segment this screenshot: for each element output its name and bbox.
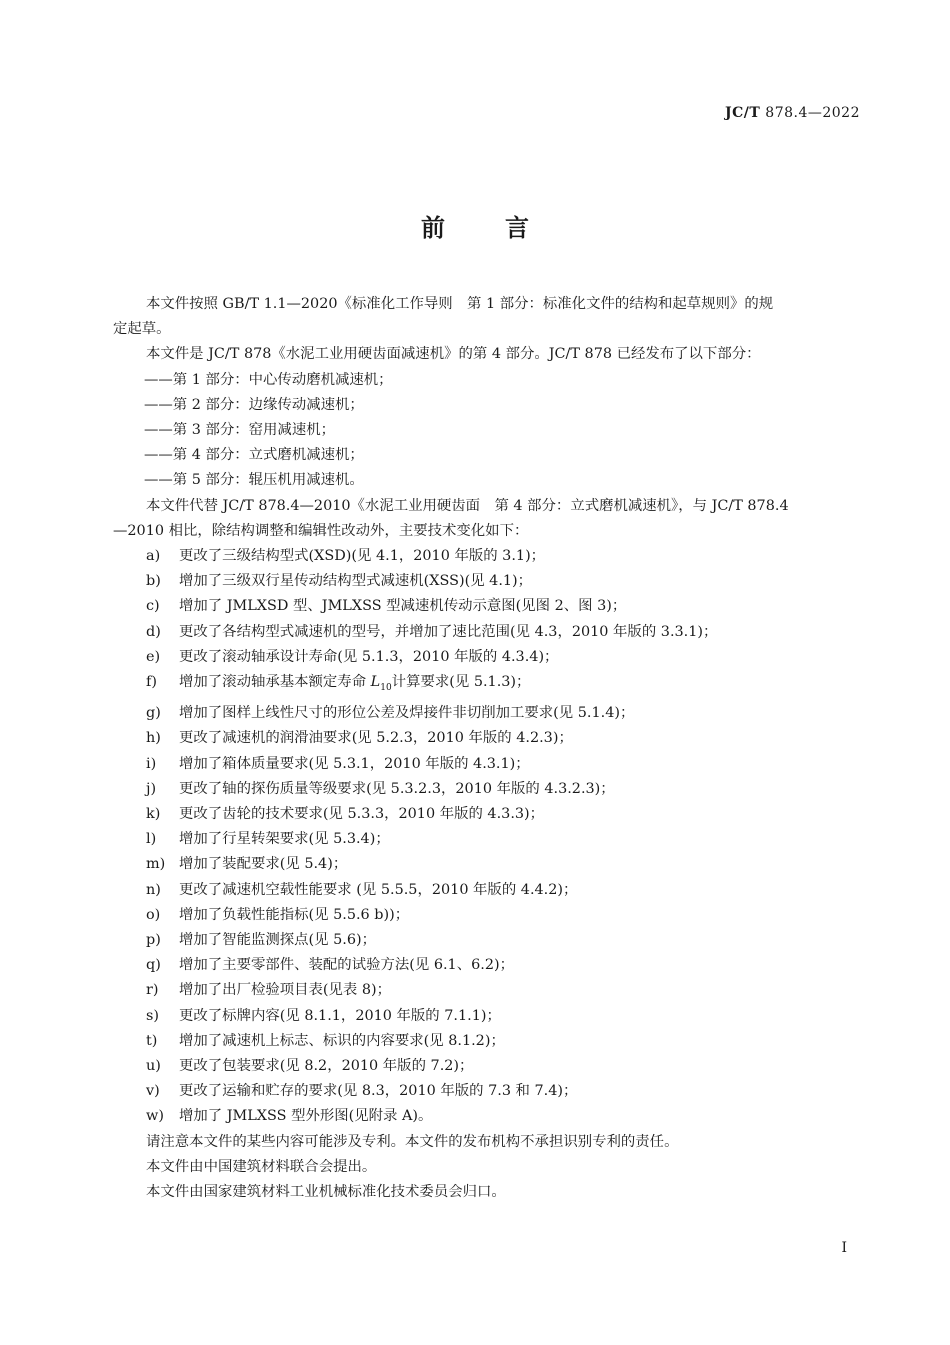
change-text: 增加了减速机上标志、标识的内容要求(见 8.1.2)；	[179, 1032, 505, 1049]
change-text	[179, 670, 530, 701]
change-text: 增加了负载性能指标(见 5.5.6 b))；	[179, 906, 410, 923]
part-list-item: ——第 3 部分：窑用减速机；	[144, 422, 335, 439]
change-text: 增加了箱体质量要求(见 5.3.1，2010 年版的 4.3.1)；	[179, 755, 530, 772]
change-list-item	[113, 726, 863, 751]
change-list-item	[113, 928, 863, 953]
page-number: I	[841, 1240, 847, 1256]
change-label: t)	[146, 1032, 158, 1049]
change-label: u)	[146, 1057, 161, 1074]
change-list-item	[113, 903, 863, 928]
change-label: d)	[146, 623, 161, 640]
paragraph-patent-notice: 请注意本文件的某些内容可能涉及专利。本文件的发布机构不承担识别专利的责任。	[146, 1133, 679, 1150]
standard-code	[725, 105, 860, 121]
part-list-item: ——第 2 部分：边缘传动减速机；	[144, 396, 364, 413]
paragraph-drafting-rules: 本文件按照 GB/T 1.1—2020《标准化工作导则 第 1 部分：标准化文件的结构和起草规则》的规	[146, 296, 774, 312]
change-list-item	[113, 1004, 863, 1029]
life-symbol-subscript: 10	[380, 682, 392, 693]
paragraph-replacement-cont: —2010 相比，除结构调整和编辑性改动外，主要技术变化如下：	[113, 522, 529, 539]
change-label: n)	[146, 881, 161, 898]
paragraph-proposed-by: 本文件由中国建筑材料联合会提出。	[146, 1158, 377, 1175]
change-list-item	[113, 594, 863, 619]
document-body	[113, 292, 863, 1205]
change-text: 增加了 JMLXSS 型外形图(见附录 A)。	[179, 1108, 433, 1125]
page-title: 前言	[421, 213, 589, 242]
change-text: 增加了三级双行星传动结构型式减速机(XSS)(见 4.1)；	[179, 573, 533, 590]
change-text-before: 增加了滚动轴承基本额定寿命	[179, 674, 371, 691]
change-label: b)	[146, 573, 161, 590]
part-list-item: ——第 4 部分：立式磨机减速机；	[144, 447, 364, 464]
change-label: s)	[146, 1007, 159, 1024]
change-label: k)	[146, 805, 161, 822]
standard-code-number: 878.4—2022	[765, 105, 860, 121]
change-label: h)	[146, 730, 161, 747]
paragraph-drafting-rules-cont: 定起草。	[113, 321, 171, 338]
paragraph-replacement: 本文件代替 JC/T 878.4—2010《水泥工业用硬齿面 第 4 部分：立式磨机减速机》，与 JC/T 878.4	[146, 497, 789, 514]
paragraph-part-info: 本文件是 JC/T 878《水泥工业用硬齿面减速机》的第 4 部分。JC/T 878 已经发布了以下部分：	[146, 346, 761, 363]
change-label: a)	[146, 548, 161, 565]
change-label: l)	[146, 831, 157, 848]
change-label: v)	[146, 1083, 160, 1100]
change-label: r)	[146, 982, 159, 999]
change-text: 增加了主要零部件、装配的试验方法(见 6.1、6.2)；	[179, 957, 514, 974]
change-list-item	[113, 978, 863, 1003]
change-text: 更改了减速机的润滑油要求(见 5.2.3，2010 年版的 4.2.3)；	[179, 730, 573, 747]
change-list-item	[113, 620, 863, 645]
change-list-item	[113, 852, 863, 877]
change-list-item	[113, 701, 863, 726]
change-text: 增加了图样上线性尺寸的形位公差及焊接件非切削加工要求(见 5.1.4)；	[179, 705, 635, 722]
change-list-item	[113, 827, 863, 852]
change-label: p)	[146, 931, 161, 948]
change-list-item	[113, 953, 863, 978]
change-text: 更改了减速机空载性能要求 (见 5.5.5，2010 年版的 4.4.2)；	[179, 881, 578, 898]
change-label: i)	[146, 755, 157, 772]
change-list-item	[113, 802, 863, 827]
change-list-item	[113, 752, 863, 777]
life-symbol: L	[370, 674, 381, 691]
change-list-item	[113, 878, 863, 903]
change-text: 更改了运输和贮存的要求(见 8.3，2010 年版的 7.3 和 7.4)；	[179, 1083, 578, 1100]
standard-code-prefix: JC/T	[725, 105, 761, 121]
change-list-item	[113, 1104, 863, 1129]
paragraph-managed-by: 本文件由国家建筑材料工业机械标准化技术委员会归口。	[146, 1183, 506, 1200]
change-text: 更改了包装要求(见 8.2，2010 年版的 7.2)；	[179, 1057, 474, 1074]
change-text: 更改了轴的探伤质量等级要求(见 5.3.2.3，2010 年版的 4.3.2.3)；	[179, 780, 615, 797]
change-list-item	[113, 1029, 863, 1054]
change-text: 增加了出厂检验项目表(见表 8)；	[179, 982, 392, 999]
change-label: f)	[146, 674, 157, 691]
change-text: 增加了装配要求(见 5.4)；	[179, 856, 348, 873]
change-label: o)	[146, 906, 161, 923]
change-label: w)	[146, 1108, 164, 1125]
part-list-item: ——第 5 部分：辊压机用减速机。	[144, 472, 364, 489]
change-label: q)	[146, 957, 161, 974]
change-label: j)	[146, 780, 157, 797]
change-text: 更改了各结构型式减速机的型号，并增加了速比范围(见 4.3，2010 年版的 3.3.1)；	[179, 623, 718, 640]
change-text: 更改了齿轮的技术要求(见 5.3.3，2010 年版的 4.3.3)；	[179, 805, 545, 822]
change-label: m)	[146, 856, 166, 873]
change-list-item	[113, 569, 863, 594]
part-list-item: ——第 1 部分：中心传动磨机减速机；	[144, 371, 393, 388]
change-label: c)	[146, 598, 160, 615]
change-text-after: 计算要求(见 5.1.3)；	[391, 674, 531, 691]
change-list-item	[113, 1079, 863, 1104]
change-text: 更改了三级结构型式(XSD)(见 4.1，2010 年版的 3.1)；	[179, 548, 546, 565]
change-list-item	[113, 544, 863, 569]
change-text: 增加了智能监测探点(见 5.6)；	[179, 931, 376, 948]
change-list-item	[113, 645, 863, 670]
change-text: 更改了标牌内容(见 8.1.1，2010 年版的 7.1.1)；	[179, 1007, 501, 1024]
change-list-item	[113, 777, 863, 802]
change-list-item	[113, 1054, 863, 1079]
change-label: e)	[146, 648, 161, 665]
change-text: 增加了 JMLXSD 型、JMLXSS 型减速机传动示意图(见图 2、图 3)；	[179, 598, 627, 615]
change-text: 增加了行星转架要求(见 5.3.4)；	[179, 831, 390, 848]
change-text: 更改了滚动轴承设计寿命(见 5.1.3，2010 年版的 4.3.4)；	[179, 648, 559, 665]
change-list-item	[113, 670, 863, 701]
change-label: g)	[146, 705, 161, 722]
